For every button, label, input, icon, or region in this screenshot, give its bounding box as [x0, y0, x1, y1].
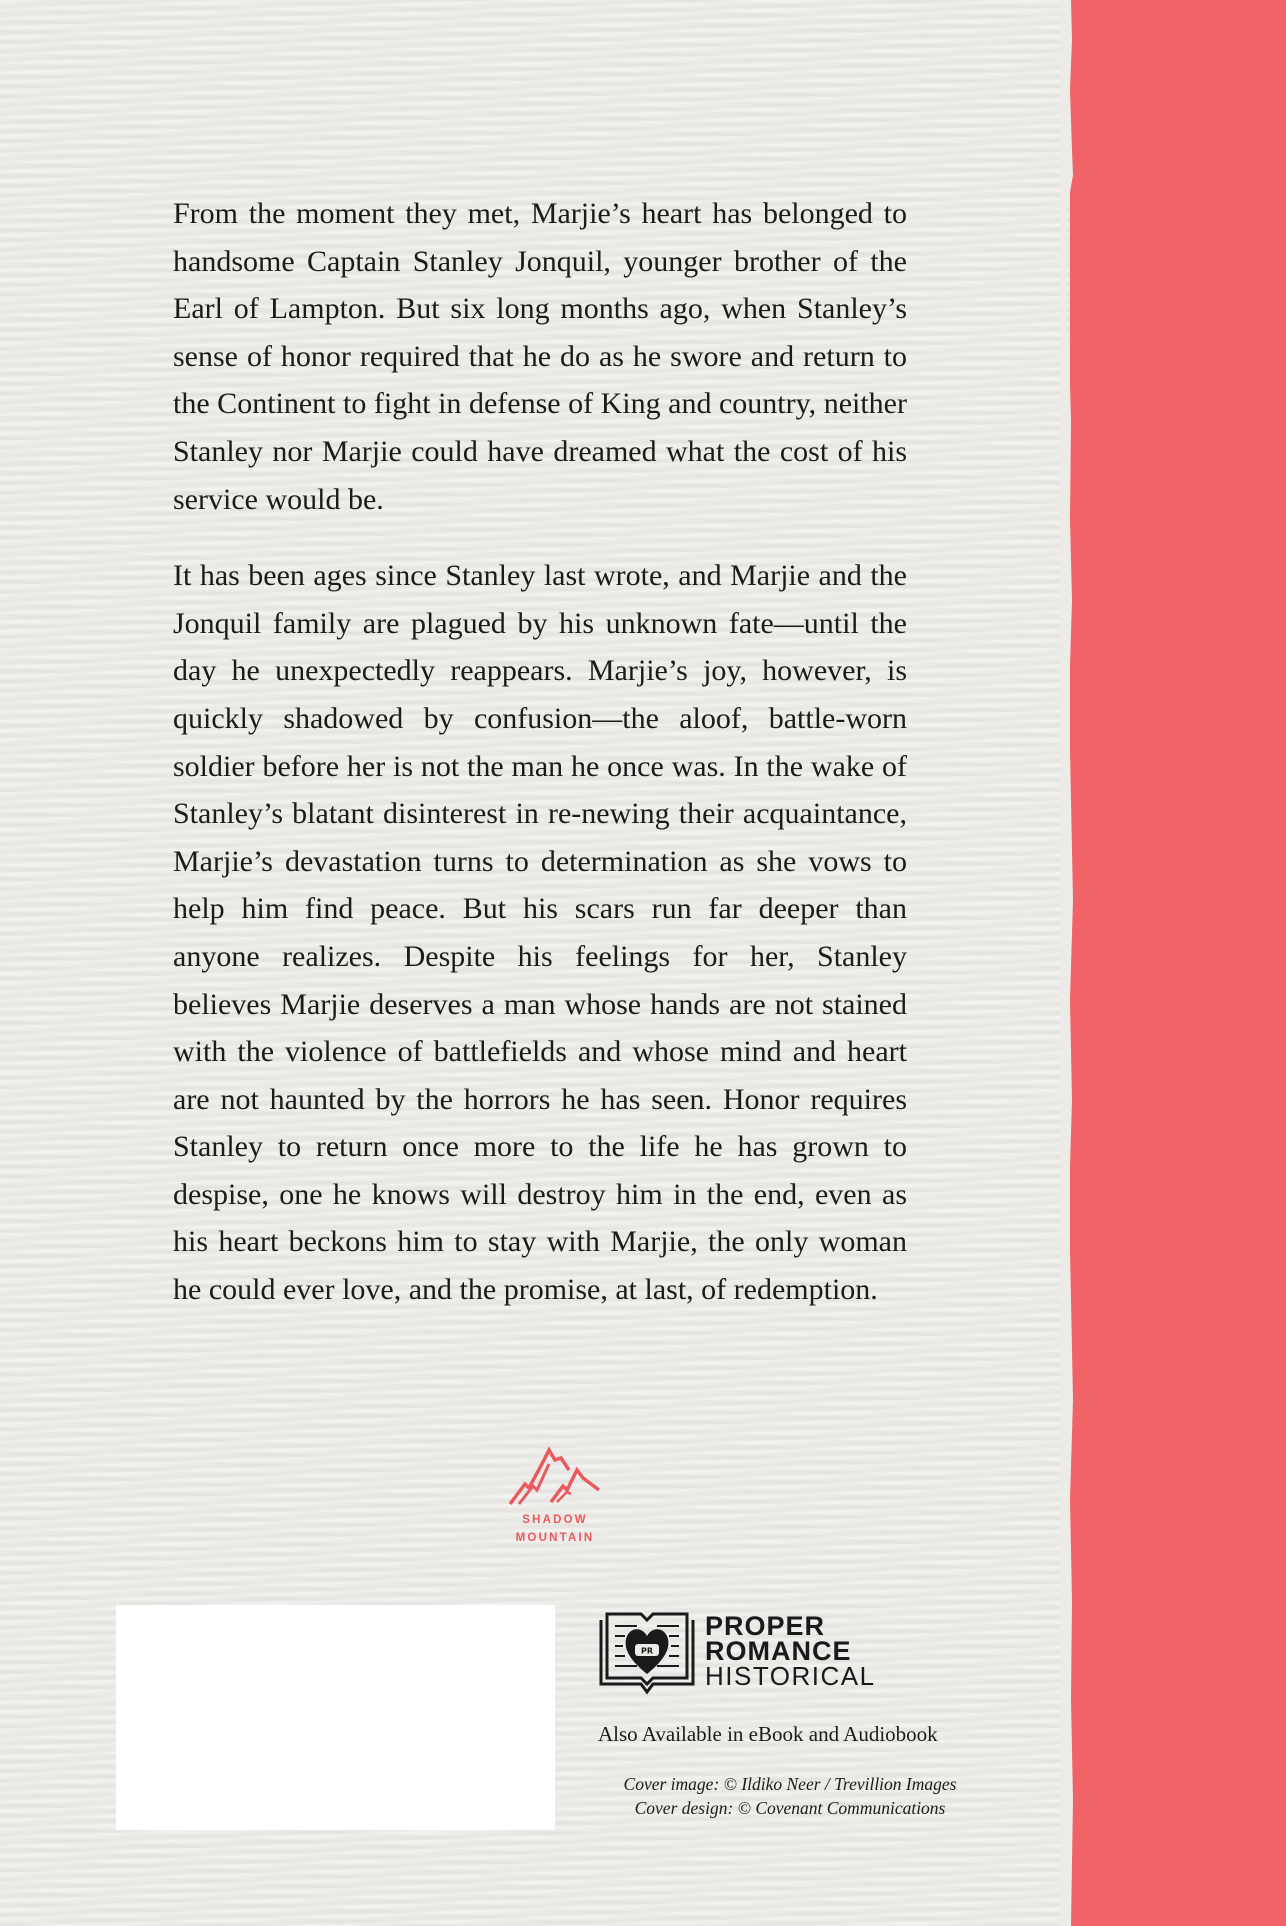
logo-line2: MOUNTAIN	[515, 1532, 595, 1544]
torn-paper-edge	[1060, 0, 1080, 1926]
imprint-line1: PROPER	[705, 1611, 826, 1641]
logo-line1: SHADOW	[522, 1514, 588, 1526]
imprint-line3: HISTORICAL	[705, 1661, 876, 1691]
blurb-paragraph: It has been ages since Stanley last wrote, and Marjie and the Jonquil family are plagued by his unknown fate—until the day he unexpectedly reappears. Marjie’s joy, however, is quickly shadowed by confusion—the aloof, battle-worn soldier before her is not the man he once was. In the wake of Stanley’s blatant disinterest in re-newing their acquaintance, Marjie’s devastation turns to determination as she vows to help him find peace. But his scars run far deeper than anyone realizes. Despite his feelings for her, Stanley believes Marjie deserves a man whose hands are not stained with the violence of battlefields and whose mind and heart are not haunted by the horrors he has seen. Honor requires Stanley to return once more to the life he has grown to despise, one he knows will destroy him in the end, even as his heart beckons him to stay with Marjie, the only woman he could ever love, and the promise, at last, of redemption.	[173, 559, 907, 1307]
shadow-mountain-logo	[500, 1446, 610, 1547]
open-book-heart-icon	[597, 1610, 697, 1698]
svg-text:PR: PR	[640, 1646, 654, 1656]
mountain-icon	[505, 1446, 605, 1506]
back-cover-blurb	[173, 190, 907, 1343]
barcode-area	[116, 1605, 555, 1830]
availability-note: Also Available in eBook and Audiobook	[598, 1722, 938, 1746]
cover-credits	[580, 1772, 1000, 1820]
imprint-line2: ROMANCE	[705, 1636, 852, 1666]
cover-design-credit: Cover design: © Covenant Communications	[634, 1798, 946, 1818]
cover-image-credit: Cover image: © Ildiko Neer / Trevillion Images	[623, 1774, 957, 1794]
blurb-paragraph: From the moment they met, Marjie’s heart has belonged to handsome Captain Stanley Jonquil, younger brother of the Earl of Lampton. But six long months ago, when Stanley’s sense of honor required that he do as he swore and return to the Continent to fight in defense of King and country, neither Stanley nor Marjie could have dreamed what the cost of his service would be.	[173, 197, 907, 516]
accent-band	[1070, 0, 1286, 1926]
imprint-wordmark	[705, 1611, 876, 1691]
proper-romance-logo	[597, 1610, 927, 1700]
